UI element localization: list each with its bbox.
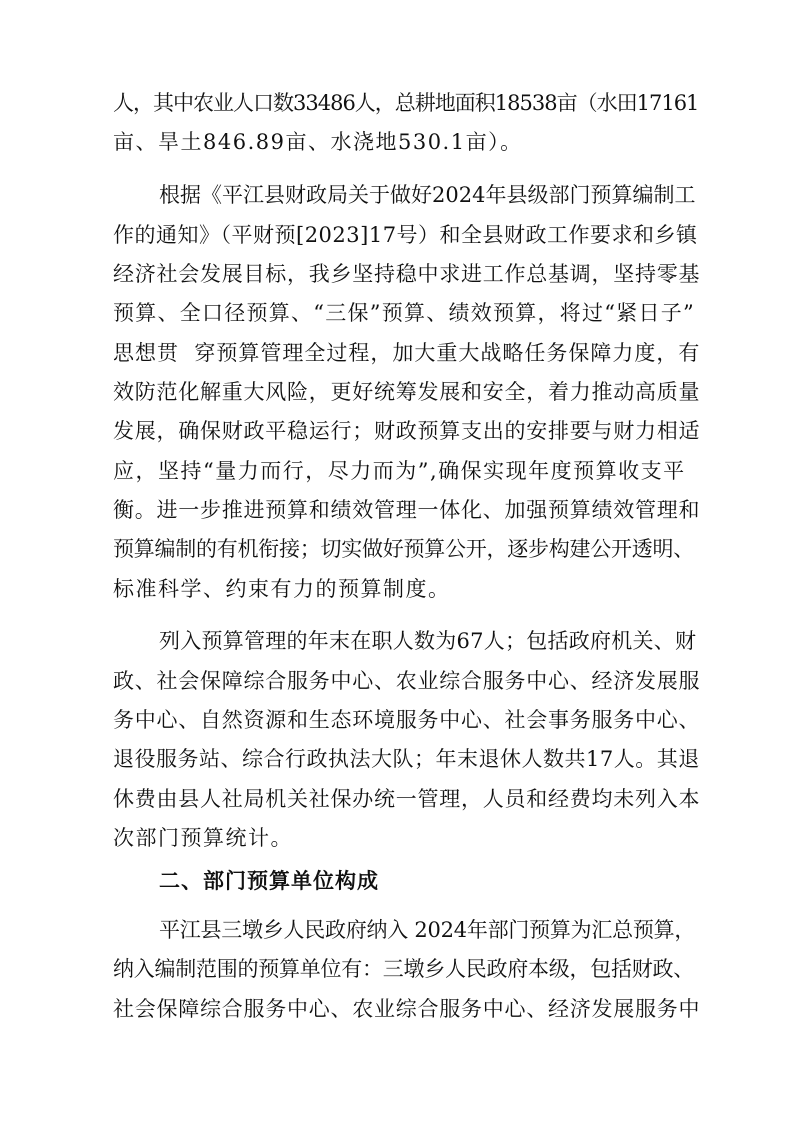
paragraph-line: 作的通知》（平财预[2023]17号）和全县财政工作要求和乡镇: [113, 223, 698, 247]
paragraph-line: 预算编制的有机衔接；切实做好预算公开，逐步构建公开透明、: [113, 537, 694, 561]
paragraph-line: 效防范化解重大风险，更好统筹发展和安全，着力推动高质量: [113, 380, 701, 404]
paragraph-line: 人，其中农业人口数33486人，总耕地面积18538亩（水田17161: [113, 91, 699, 115]
paragraph-line: 亩、旱土846.89亩、水浇地530.1亩）。: [113, 130, 523, 154]
section-heading: 二、部门预算单位构成: [159, 869, 379, 893]
paragraph-line: 平江县三墩乡人民政府纳入 2024年部门预算为汇总预算，: [159, 918, 696, 942]
paragraph-line: 应，坚持“量力而行，尽力而为”,确保实现年度预算收支平: [113, 459, 686, 483]
paragraph-line: 次部门预算统计。: [113, 826, 293, 850]
paragraph-line: 标准科学、约束有力的预算制度。: [113, 577, 451, 601]
paragraph-line: 经济社会发展目标，我乡坚持稳中求进工作总基调，坚持零基: [113, 262, 701, 286]
paragraph-line: 纳入编制范围的预算单位有：三墩乡人民政府本级，包括财政、: [113, 957, 694, 981]
paragraph-line: 根据《平江县财政局关于做好2024年县级部门预算编制工: [159, 183, 696, 207]
paragraph-line: 休费由县人社局机关社保办统一管理，人员和经费均未列入本: [113, 787, 701, 811]
paragraph-line: 政、社会保障综合服务中心、农业综合服务中心、经济发展服: [113, 669, 701, 693]
paragraph-line: 思想贯 穿预算管理全过程，加大重大战略任务保障力度，有: [113, 341, 701, 365]
paragraph-line: 列入预算管理的年末在职人数为67人；包括政府机关、财: [159, 629, 697, 653]
paragraph-line: 退役服务站、综合行政执法大队；年末退休人数共17人。其退: [113, 747, 700, 771]
paragraph-line: 预算、全口径预算、“三保”预算、绩效预算，将过“紧日子”: [113, 301, 695, 325]
paragraph-line: 衡。进一步推进预算和绩效管理一体化、加强预算绩效管理和: [113, 498, 701, 522]
paragraph-line: 发展，确保财政平稳运行；财政预算支出的安排要与财力相适: [113, 419, 701, 443]
paragraph-line: 社会保障综合服务中心、农业综合服务中心、经济发展服务中: [113, 997, 701, 1021]
paragraph-line: 务中心、自然资源和生态环境服务中心、社会事务服务中心、: [113, 708, 701, 732]
